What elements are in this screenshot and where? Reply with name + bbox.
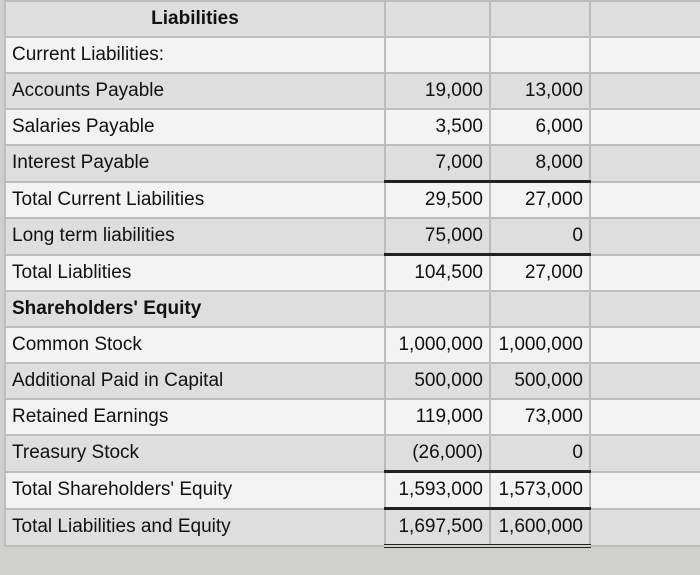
row-label: Additional Paid in Capital	[5, 363, 385, 399]
table-row	[5, 509, 700, 547]
value-year1: 1,000,000	[385, 327, 490, 363]
value-year1: 1,697,500	[385, 509, 490, 547]
row-label: Retained Earnings	[5, 399, 385, 435]
row-label: Long term liabilities	[5, 218, 385, 255]
table-row	[5, 1, 700, 37]
value-year1: 3,500	[385, 109, 490, 145]
table-row	[5, 218, 700, 255]
table-row	[5, 435, 700, 472]
row-label: Common Stock	[5, 327, 385, 363]
value-year1: 500,000	[385, 363, 490, 399]
value-year1: 19,000	[385, 73, 490, 109]
value-year1: 75,000	[385, 218, 490, 255]
value-year1: 7,000	[385, 145, 490, 182]
table-row	[5, 399, 700, 435]
equity-heading: Shareholders' Equity	[5, 291, 385, 327]
table-row	[5, 145, 700, 182]
table-row	[5, 37, 700, 73]
value-year2: 27,000	[490, 255, 590, 292]
row-label: Accounts Payable	[5, 73, 385, 109]
value-year2: 13,000	[490, 73, 590, 109]
row-label: Total Shareholders' Equity	[5, 472, 385, 509]
row-label: Interest Payable	[5, 145, 385, 182]
row-label: Current Liabilities:	[5, 37, 385, 73]
liabilities-heading: Liabilities	[5, 1, 385, 37]
row-label: Total Liablities	[5, 255, 385, 292]
table-row	[5, 73, 700, 109]
value-year1: 29,500	[385, 182, 490, 219]
row-label: Total Current Liabilities	[5, 182, 385, 219]
value-year1: 119,000	[385, 399, 490, 435]
table-row	[5, 363, 700, 399]
value-year1: 104,500	[385, 255, 490, 292]
value-year2: 1,573,000	[490, 472, 590, 509]
value-year2: 0	[490, 218, 590, 255]
table-row	[5, 182, 700, 219]
table-row	[5, 327, 700, 363]
table-row	[5, 291, 700, 327]
value-year2: 500,000	[490, 363, 590, 399]
table-row	[5, 472, 700, 509]
value-year2: 8,000	[490, 145, 590, 182]
value-year2: 73,000	[490, 399, 590, 435]
table-row	[5, 255, 700, 292]
row-label: Treasury Stock	[5, 435, 385, 472]
value-year1: 1,593,000	[385, 472, 490, 509]
value-year2: 27,000	[490, 182, 590, 219]
value-year1: (26,000)	[385, 435, 490, 472]
row-label: Total Liabilities and Equity	[5, 509, 385, 547]
value-year2: 1,600,000	[490, 509, 590, 547]
value-year2: 6,000	[490, 109, 590, 145]
value-year2: 0	[490, 435, 590, 472]
table-row	[5, 109, 700, 145]
row-label: Salaries Payable	[5, 109, 385, 145]
liabilities-equity-table	[4, 0, 700, 548]
value-year2: 1,000,000	[490, 327, 590, 363]
